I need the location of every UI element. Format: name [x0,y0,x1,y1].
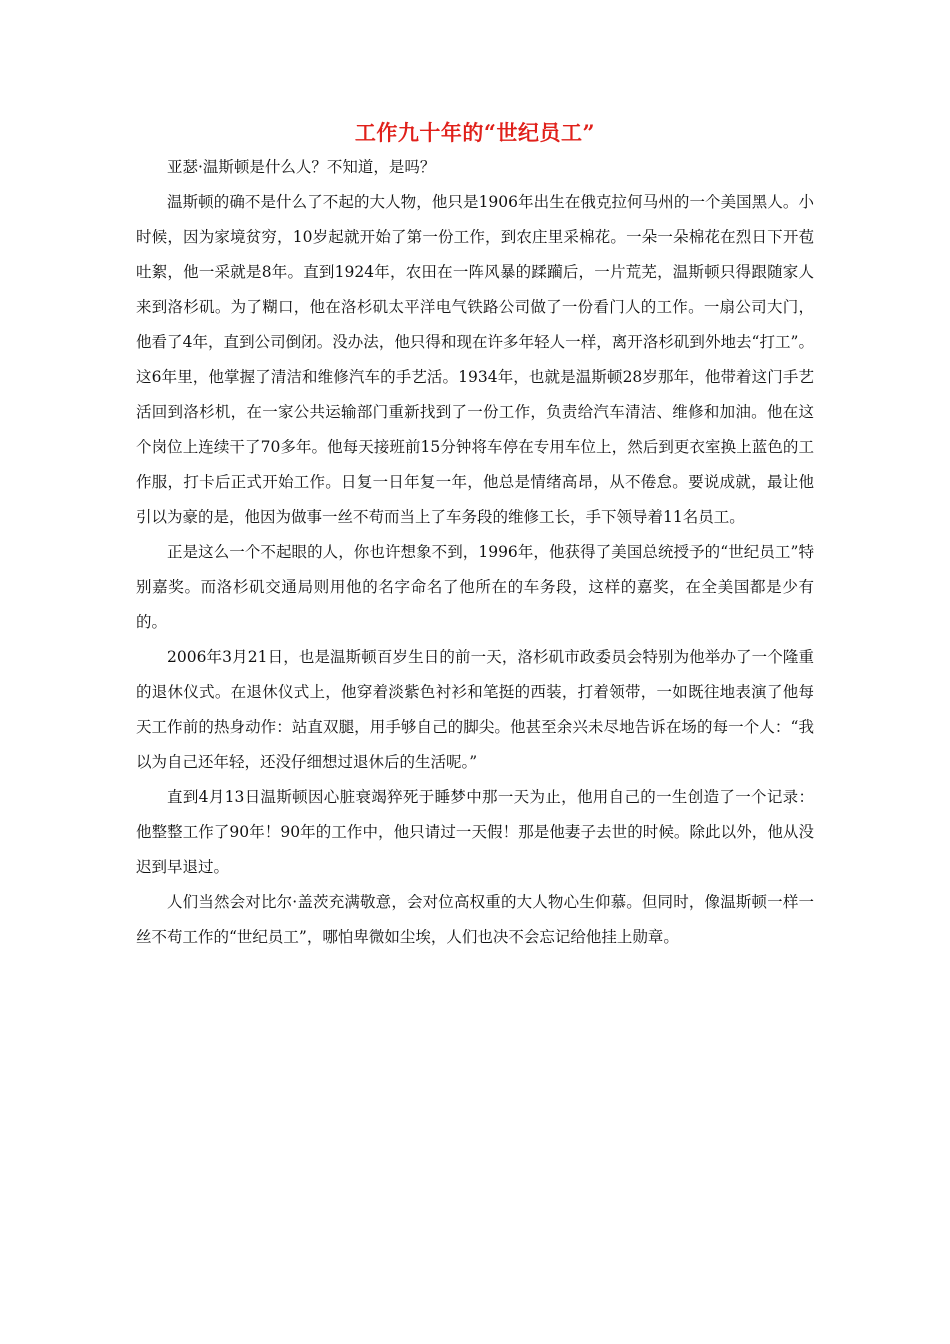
paragraph-conclusion: 人们当然会对比尔·盖茨充满敬意，会对位高权重的大人物心生仰慕。但同时，像温斯顿一样一丝不苟工作的“世纪员工”，哪怕卑微如尘埃，人们也决不会忘记给他挂上勋章。 [136,893,814,946]
paragraph-biography: 温斯顿的确不是什么了不起的大人物，他只是1906年出生在俄克拉何马州的一个美国黑人。小时候，因为家境贫穷，10岁起就开始了第一份工作，到农庄里采棉花。一朵一朵棉花在烈日下开苞吐絮，他一采就是8年。直到1924年，农田在一阵风暴的蹂躏后，一片荒芜，温斯顿只得跟随家人来到洛杉矶。为了糊口，他在洛杉矶太平洋电气铁路公司做了一份看门人的工作。一扇公司大门，他看了4年，直到公司倒闭。没办法，他只得和现在许多年轻人一样，离开洛杉矶到外地去“打工”。这6年里，他掌握了清洁和维修汽车的手艺活。1934年，也就是温斯顿28岁那年，他带着这门手艺活回到洛杉机，在一家公共运输部门重新找到了一份工作，负责给汽车清洁、维修和加油。他在这个岗位上连续干了70多年。他每天接班前15分钟将车停在专用车位上，然后到更衣室换上蓝色的工作服，打卡后正式开始工作。日复一日年复一年，他总是情绪高昂，从不倦怠。要说成就，最让他引以为豪的是，他因为做事一丝不苟而当上了车务段的维修工长，手下领导着11名员工。 [136,193,814,526]
document-page [136,118,814,955]
paragraph-intro: 亚瑟·温斯顿是什么人？不知道，是吗？ [167,158,436,176]
paragraph-retirement: 2006年3月21日，也是温斯顿百岁生日的前一天，洛杉矶市政委员会特别为他举办了一个隆重的退休仪式。在退休仪式上，他穿着淡紫色衬衫和笔挺的西装，打着领带，一如既往地表演了他每天工作前的热身动作：站直双腿，用手够自己的脚尖。他甚至余兴未尽地告诉在场的每一个人：“我以为自己还年轻，还没仔细想过退休后的生活呢。” [136,648,814,771]
paragraph-award: 正是这么一个不起眼的人，你也许想象不到，1996年，他获得了美国总统授予的“世纪员工”特别嘉奖。而洛杉矶交通局则用他的名字命名了他所在的车务段，这样的嘉奖，在全美国都是少有的。 [136,543,814,631]
article-title: 工作九十年的“世纪员工” [354,120,596,145]
paragraph-record: 直到4月13日温斯顿因心脏衰竭猝死于睡梦中那一天为止，他用自己的一生创造了一个记录：他整整工作了90年！90年的工作中，他只请过一天假！那是他妻子去世的时候。除此以外，他从没迟到早退过。 [136,788,814,876]
